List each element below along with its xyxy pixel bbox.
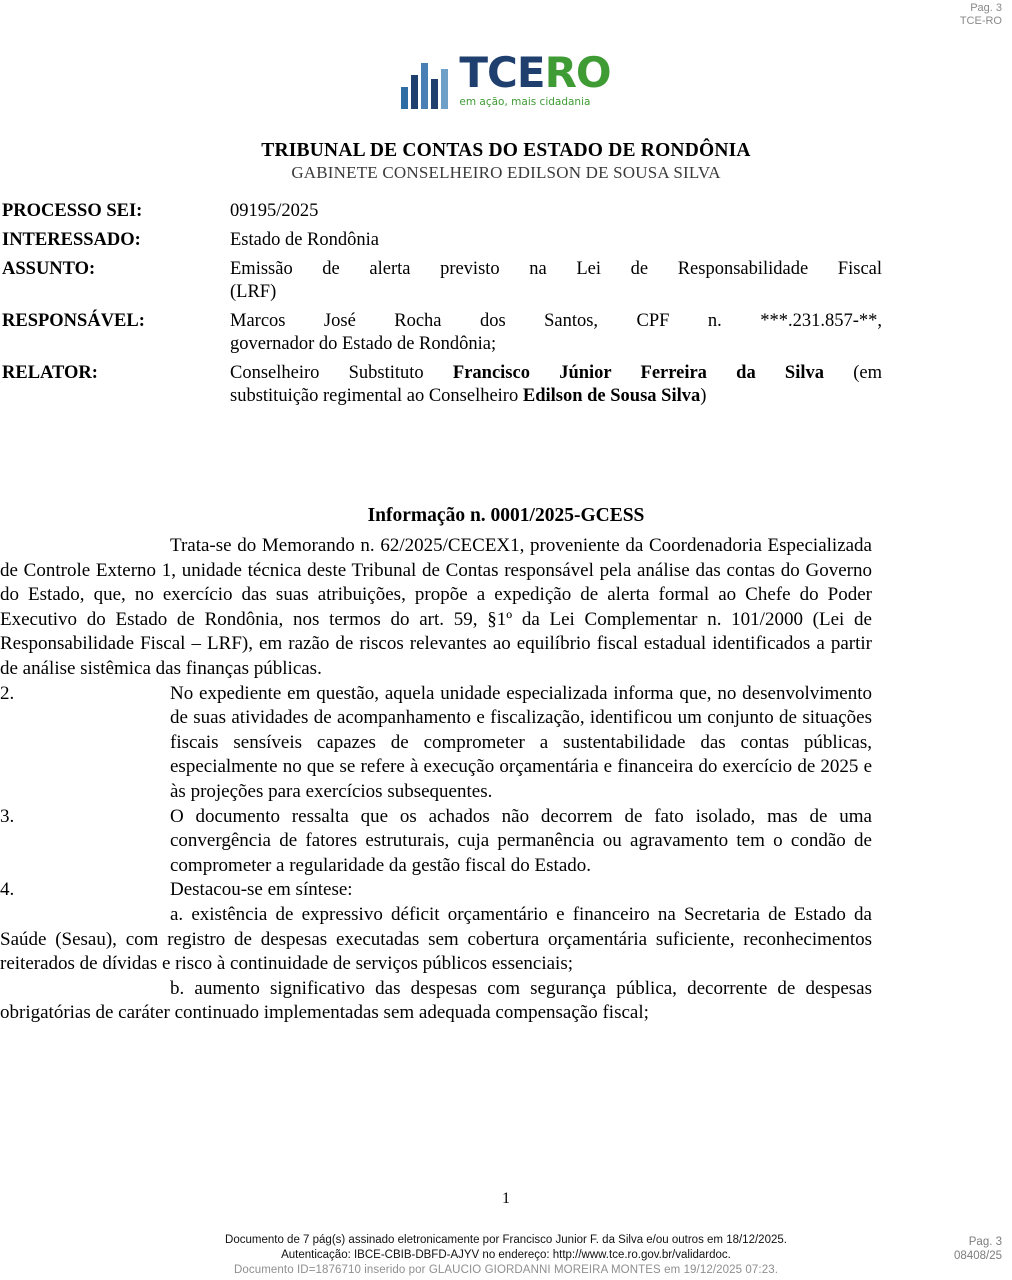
paragraph-item-4 [0,878,872,903]
logo-bars-icon [401,61,451,109]
footer-right-line-2: 08408/25 [954,1250,1002,1262]
institution-title: TRIBUNAL DE CONTAS DO ESTADO DE RONDÔNIA [261,140,751,161]
relator-prefix: Conselheiro Substituto [230,363,453,383]
item-2-text: No expediente em questão, aquela unidade especializada informa que, no desenvolvimento de suas atividades de acompanhamento e fiscalização, identificou um conjunto de situações fiscais sensíveis capazes de comprometer a sustentabilidade das contas públicas, especialmente no que se refere à execução orçamentária e financeira do exercício de 2025 e às projeções para exercícios subsequentes. [170,682,872,802]
footer-line-2: Autenticação: IBCE-CBIB-DBFD-AJYV no endereço: http://www.tce.ro.gov.br/validardoc. [281,1249,731,1261]
meta-value-responsavel-line2: governador do Estado de Rondônia; [230,334,497,354]
meta-label-relator: RELATOR: [2,363,98,383]
office-subtitle: GABINETE CONSELHEIRO EDILSON DE SOUSA SILVA [291,163,721,182]
meta-row-assunto [2,258,882,304]
page-number: 1 [502,1190,510,1207]
logo-text-block [459,48,611,109]
relator-sub-suffix: ) [700,386,707,406]
meta-value-assunto-line1: Emissão de alerta previsto na Lei de Responsabilidade Fiscal [230,259,882,279]
logo-text-ro: RO [544,48,611,97]
paragraph-item-2 [0,682,872,805]
footer-right-line-1: Pag. 3 [968,1236,1002,1248]
meta-value-relator-line2 [230,386,706,406]
item-2-number: 2. [0,682,15,704]
meta-label-processo: PROCESSO SEI: [2,201,143,221]
relator-suffix: (em [824,363,882,383]
meta-value-responsavel-line1: Marcos José Rocha dos Santos, CPF n. ***.231.857-**, [230,311,882,331]
page-stamp [960,2,1002,28]
meta-value-responsavel [230,310,882,356]
logo-text-tce: TCE [459,48,545,97]
relator-substituted-name: Edilson de Sousa Silva [522,386,701,406]
item-4-text: Destacou-se em síntese: [170,879,353,901]
metadata-block [0,200,882,414]
logo-wordmark [459,48,611,97]
item-4-number: 4. [0,879,15,901]
paragraph-1: Trata-se do Memorando n. 62/2025/CECEX1, proveniente da Coordenadoria Especializada de Controle Externo 1, unidade técnica deste Tribunal de Contas responsável pela análise das contas do Governo do Estado, que, no exercício das suas atribuições, propõe a expedição de alerta formal ao Chefe do Poder Executivo do Estado de Rondônia, nos termos do art. 59, §1º da Lei Complementar n. 101/2000 (Lei de Responsabilidade Fiscal – LRF), em razão de riscos relevantes ao equilíbrio fiscal estadual identificados a partir de análise sistêmica das finanças públicas. [0,535,872,679]
footer-line-1: Documento de 7 pág(s) assinado eletronicamente por Francisco Junior F. da Silva e/ou outros em 18/12/2025. [225,1234,787,1246]
tce-ro-logo [0,48,1012,109]
item-3-text: O documento ressalta que os achados não decorrem de fato isolado, mas de uma convergência de fatores estruturais, cuja permanência ou agravamento tem o condão de comprometer a regularidade da gestão fiscal do Estado. [170,805,872,876]
item-3-number: 3. [0,805,15,827]
meta-row-processo [2,200,882,223]
sub-item-b: b. aumento significativo das despesas com segurança pública, decorrente de despesas obrigatórias de caráter continuado implementadas sem adequada compensação fiscal; [0,977,872,1024]
meta-value-assunto-line2: (LRF) [230,282,277,302]
meta-row-responsavel [2,310,882,356]
meta-value-assunto [230,258,882,304]
meta-label-interessado: INTERESSADO: [2,230,141,250]
paragraph-item-3 [0,805,872,879]
document-body [0,534,872,1026]
meta-label-assunto: ASSUNTO: [2,259,96,279]
meta-row-relator [2,362,882,408]
footer-authentication [0,1233,1012,1278]
meta-value-interessado: Estado de Rondônia [230,230,380,250]
relator-name: Francisco Júnior Ferreira da Silva [452,363,824,383]
meta-label-responsavel: RESPONSÁVEL: [2,311,145,331]
page-stamp-line2: TCE-RO [959,15,1002,27]
footer-line-3: Documento ID=1876710 inserido por GLAUCIO GIORDANNI MOREIRA MONTES em 19/12/2025 07:23. [233,1264,778,1276]
relator-sub-prefix: substituição regimental ao Conselheiro [230,386,523,406]
meta-row-interessado [2,229,882,252]
footer-page-reference [954,1235,1002,1263]
meta-value-relator-line1 [230,362,882,385]
meta-value-processo: 09195/2025 [230,201,319,221]
document-title: Informação n. 0001/2025-GCESS [367,505,645,526]
meta-value-relator [230,362,882,408]
page-stamp-line1: Pag. 3 [970,2,1002,14]
logo-tagline: em ação, mais cidadania [459,96,591,108]
sub-item-a: a. existência de expressivo déficit orçamentário e financeiro na Secretaria de Estado da Saúde (Sesau), com registro de despesas executadas sem cobertura orçamentária suficiente, reconhecimentos reiterados de dívidas e risco à continuidade de serviços públicos essenciais; [0,903,872,975]
